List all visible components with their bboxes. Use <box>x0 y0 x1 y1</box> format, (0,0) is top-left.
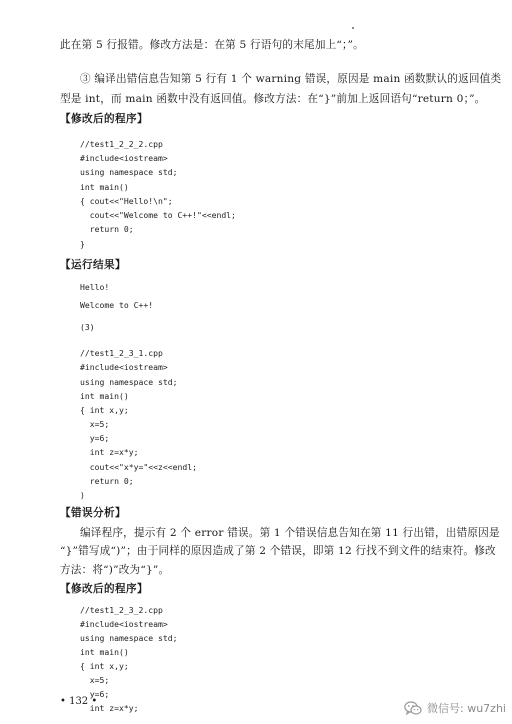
code-line: int z=x*y; <box>80 703 139 713</box>
section-heading-run-result: 【运行结果】 <box>60 259 126 271</box>
section-number: (3) <box>80 322 95 332</box>
code-line: //test1_2_3_2.cpp <box>80 605 163 615</box>
wechat-icon <box>404 701 422 716</box>
scan-speck <box>352 27 354 29</box>
code-line: cout<<"x*y="<<z<<endl; <box>80 462 197 472</box>
code-line: #include<iostream> <box>80 153 168 163</box>
paragraph-line: “}”错写成“)”；由于同样的原因造成了第 2 个错误，即第 12 行找不到文件的结束符。修改 <box>60 545 496 557</box>
code-line: #include<iostream> <box>80 619 168 629</box>
section-heading-modified-program: 【修改后的程序】 <box>60 113 148 125</box>
section-heading-modified-program: 【修改后的程序】 <box>60 583 148 595</box>
page-number: • 132 • <box>60 696 98 707</box>
output-line: Welcome to C++! <box>80 300 154 310</box>
code-line: #include<iostream> <box>80 362 168 372</box>
code-line: cout<<"Welcome to C++!"<<endl; <box>80 210 236 220</box>
code-line: return 0; <box>80 224 134 234</box>
code-line: y=6; <box>80 689 110 699</box>
code-line: int main() <box>80 391 129 401</box>
code-line: { int x,y; <box>80 405 129 415</box>
code-line: x=5; <box>80 675 110 685</box>
wechat-watermark <box>404 699 506 717</box>
code-line: using namespace std; <box>80 633 178 643</box>
code-line: x=5; <box>80 419 110 429</box>
code-line: using namespace std; <box>80 377 178 387</box>
paragraph-line: 方法：将“)”改为“}”。 <box>60 564 170 576</box>
code-line: //test1_2_2_2.cpp <box>80 139 163 149</box>
paragraph-line: ③ 编译出错信息告知第 5 行有 1 个 warning 错误，原因是 main 函数默认的返回值类 <box>80 73 502 85</box>
code-line: { cout<<"Hello!\n"; <box>80 196 173 206</box>
code-line: return 0; <box>80 476 134 486</box>
watermark-text: 微信号: wu7zhi <box>427 702 506 715</box>
code-line: using namespace std; <box>80 167 178 177</box>
section-heading-error-analysis: 【错误分析】 <box>60 507 126 519</box>
code-line: { int x,y; <box>80 661 129 671</box>
code-line: int z=x*y; <box>80 447 139 457</box>
paragraph-line: 编译程序，提示有 2 个 error 错误。第 1 个错误信息告知在第 11 行出错，出错原因是 <box>80 527 500 539</box>
code-line: int main() <box>80 647 129 657</box>
code-line: } <box>80 239 85 249</box>
code-line: int main() <box>80 182 129 192</box>
output-line: Hello! <box>80 282 110 292</box>
code-line: y=6; <box>80 433 110 443</box>
code-line: ) <box>80 490 85 500</box>
code-line: //test1_2_3_1.cpp <box>80 348 163 358</box>
paragraph-line: 型是 int，而 main 函数中没有返回值。修改方法：在“}”前加上返回语句“return 0；”。 <box>60 93 486 105</box>
paragraph-line: 此在第 5 行报错。修改方法是：在第 5 行语句的末尾加上“；”。 <box>60 39 364 51</box>
